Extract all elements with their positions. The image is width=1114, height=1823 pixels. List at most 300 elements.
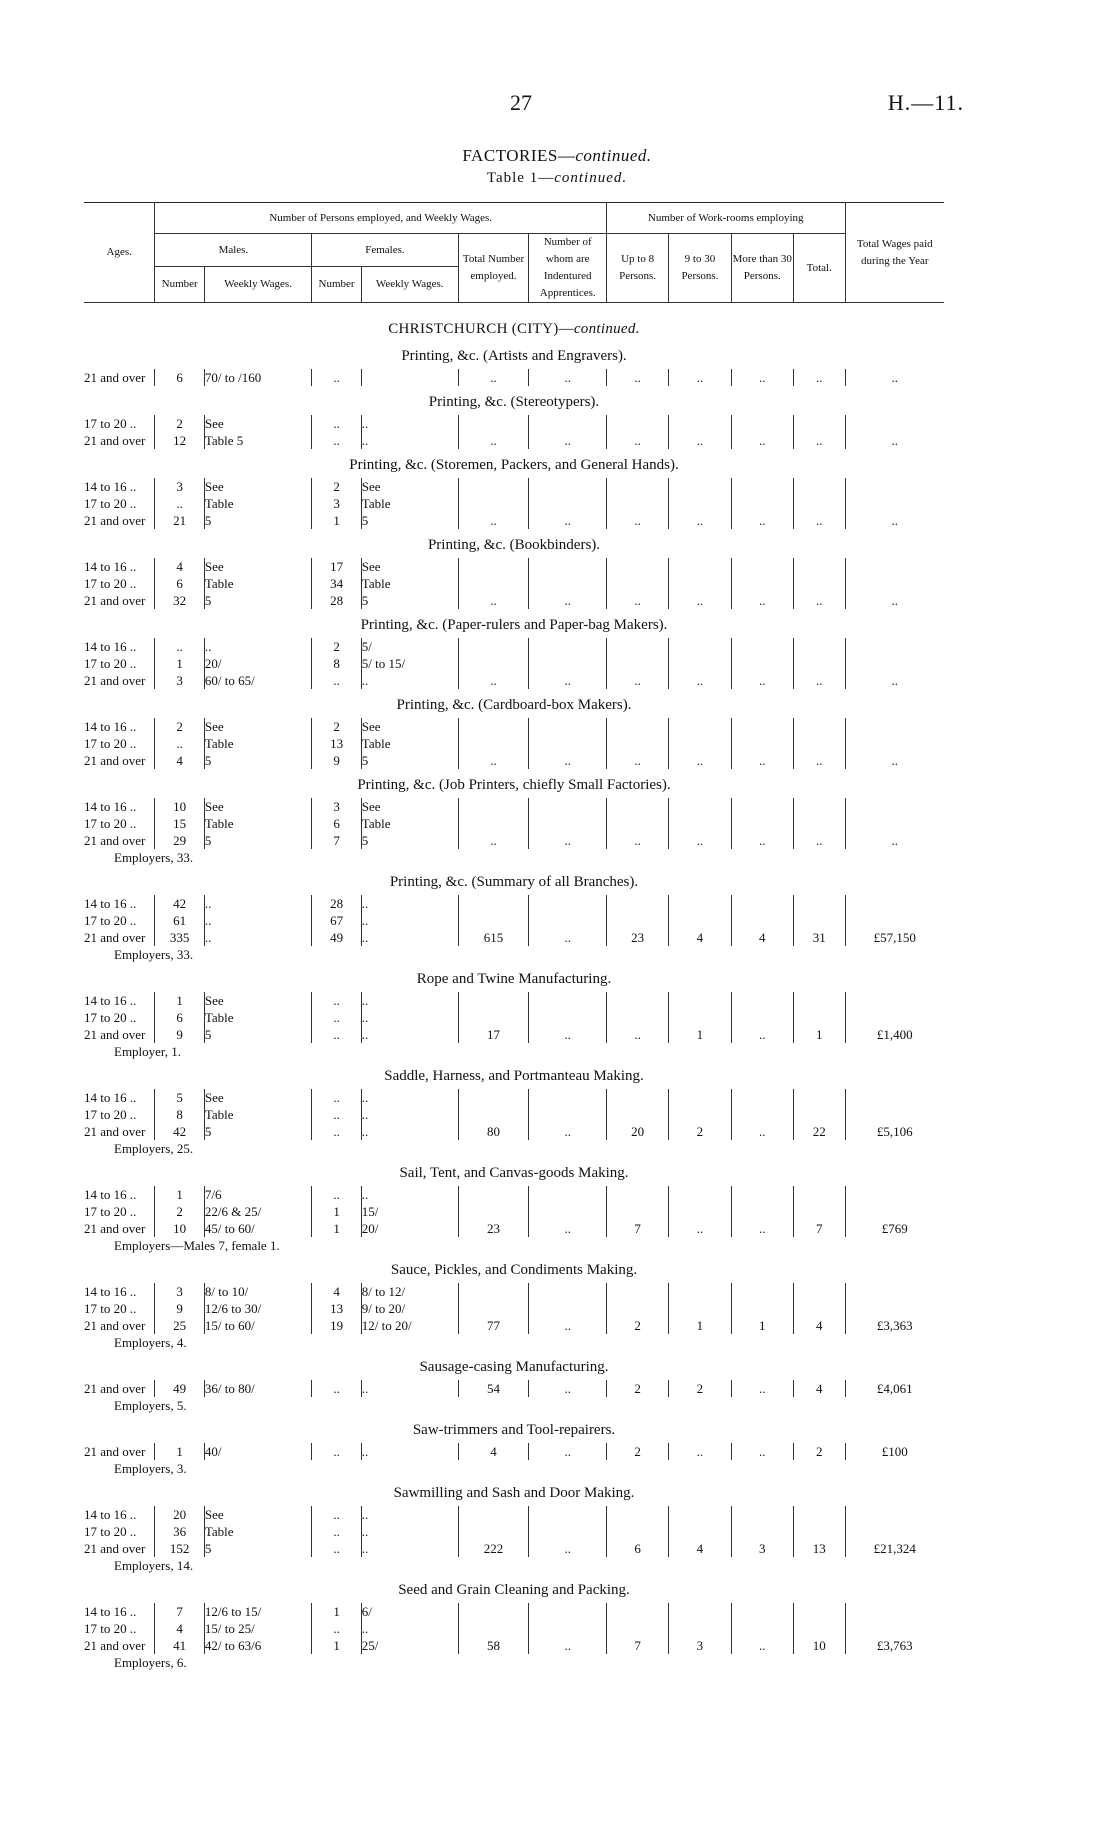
table-row — [84, 558, 944, 575]
males-wages-cell: 70/ to /160 — [204, 369, 311, 386]
up-to-8-cell — [606, 1203, 668, 1220]
males-wages-cell: Table — [204, 1009, 311, 1026]
city-continued: continued. — [573, 321, 640, 337]
table-row — [84, 735, 944, 752]
total-employed-cell — [458, 912, 529, 929]
total-employed-cell — [458, 1203, 529, 1220]
total-wages-cell — [845, 798, 944, 815]
apprentices-cell — [529, 912, 606, 929]
nine-to-30-cell — [669, 478, 731, 495]
apprentices-cell — [529, 1186, 606, 1203]
males-number-cell: 42 — [173, 896, 187, 911]
section-title: Printing, &c. (Paper-rulers and Paper-bag Makers). — [360, 617, 668, 633]
total-wages-cell: £57,150 — [845, 929, 944, 946]
workrooms-total-cell — [793, 718, 845, 735]
nine-to-30-cell — [669, 718, 731, 735]
more-than-30-cell — [731, 575, 793, 592]
apprentices-cell: .. — [529, 432, 606, 449]
total-wages-cell — [845, 495, 944, 512]
age-cell: 21 and over — [84, 592, 155, 609]
total-wages-cell — [845, 1523, 944, 1540]
employers-note: Employers, 4. — [114, 1335, 187, 1350]
employers-row — [84, 946, 944, 963]
total-wages-cell — [845, 1283, 944, 1300]
males-wages-cell: See — [204, 558, 311, 575]
females-number-cell: 1 — [312, 1637, 361, 1654]
total-wages-cell — [845, 1620, 944, 1637]
more-than-30-cell: .. — [731, 752, 793, 769]
females-wages-cell: .. — [361, 1089, 458, 1106]
apprentices-cell — [529, 798, 606, 815]
females-wages-cell: .. — [361, 1380, 458, 1397]
age-cell: 17 to 20 .. — [84, 1620, 155, 1637]
males-wages-cell: 7/6 — [204, 1186, 311, 1203]
up-to-8-cell: .. — [606, 672, 668, 689]
age-cell: 14 to 16 .. — [84, 1089, 155, 1106]
males-number-cell: 49 — [173, 1381, 187, 1396]
males-number-cell: 3 — [176, 1284, 183, 1299]
age-cell: 21 and over — [84, 672, 155, 689]
nine-to-30-cell: .. — [669, 512, 731, 529]
females-wages-cell: .. — [361, 1506, 458, 1523]
total-employed-cell — [458, 1603, 529, 1620]
males-number-cell: 1 — [176, 1444, 183, 1459]
total-employed-cell: 80 — [458, 1123, 529, 1140]
females-number-cell: 1 — [312, 512, 361, 529]
section-heading-row — [84, 386, 944, 415]
females-wages-cell: .. — [361, 1123, 458, 1140]
total-employed-cell — [458, 815, 529, 832]
males-number-cell: 20 — [173, 1507, 187, 1522]
more-than-30-cell: .. — [731, 432, 793, 449]
section-heading-row — [84, 1351, 944, 1380]
up-to-8-cell — [606, 1106, 668, 1123]
apprentices-cell — [529, 1283, 606, 1300]
age-cell: 17 to 20 .. — [84, 1523, 155, 1540]
age-cell: 17 to 20 .. — [84, 1300, 155, 1317]
total-wages-cell — [845, 478, 944, 495]
total-wages-cell: .. — [845, 672, 944, 689]
nine-to-30-cell — [669, 415, 731, 432]
table-row — [84, 1106, 944, 1123]
females-wages-cell: .. — [361, 432, 458, 449]
apprentices-cell: .. — [529, 1220, 606, 1237]
apprentices-cell: .. — [529, 369, 606, 386]
females-number-cell: .. — [312, 1123, 361, 1140]
apprentices-cell — [529, 478, 606, 495]
males-number-cell: 12 — [173, 433, 187, 448]
apprentices-cell: .. — [529, 1540, 606, 1557]
workrooms-total-cell: 10 — [793, 1637, 845, 1654]
section-heading-row — [84, 609, 944, 638]
section-title: Printing, &c. (Storemen, Packers, and General Hands). — [349, 457, 679, 473]
age-cell: 17 to 20 .. — [84, 815, 155, 832]
males-number-cell: 6 — [176, 1010, 183, 1025]
females-number-cell: 13 — [312, 1300, 361, 1317]
more-than-30-cell: .. — [731, 592, 793, 609]
females-wages-cell: 8/ to 12/ — [361, 1283, 458, 1300]
age-cell: 17 to 20 .. — [84, 495, 155, 512]
females-number-cell: 6 — [312, 815, 361, 832]
more-than-30-cell: .. — [731, 1220, 793, 1237]
table-row — [84, 369, 944, 386]
nine-to-30-cell: .. — [669, 752, 731, 769]
nine-to-30-cell — [669, 798, 731, 815]
males-wages-cell: 12/6 to 15/ — [204, 1603, 311, 1620]
total-wages-cell — [845, 735, 944, 752]
workrooms-total-cell: 4 — [793, 1380, 845, 1397]
section-title: Printing, &c. (Summary of all Branches). — [389, 874, 639, 890]
females-number-cell: .. — [312, 432, 361, 449]
workrooms-total-cell — [793, 912, 845, 929]
total-wages-cell: £5,106 — [845, 1123, 944, 1140]
nine-to-30-cell: .. — [669, 432, 731, 449]
total-wages-cell — [845, 655, 944, 672]
table-row — [84, 1283, 944, 1300]
table-row — [84, 1026, 944, 1043]
males-wages-cell: 5 — [204, 1026, 311, 1043]
age-cell: 21 and over — [84, 929, 155, 946]
females-number-cell: 1 — [312, 1220, 361, 1237]
employers-note: Employers—Males 7, female 1. — [114, 1238, 280, 1253]
table-row — [84, 1540, 944, 1557]
workrooms-total-cell — [793, 1186, 845, 1203]
nine-to-30-cell — [669, 1009, 731, 1026]
females-wages-cell: See — [361, 478, 458, 495]
males-wages-cell: 5 — [204, 752, 311, 769]
females-number-cell: 4 — [312, 1283, 361, 1300]
males-number-cell: 61 — [173, 913, 187, 928]
nine-to-30-cell — [669, 1523, 731, 1540]
more-than-30-cell — [731, 495, 793, 512]
section-heading-row — [84, 689, 944, 718]
up-to-8-cell: 2 — [606, 1443, 668, 1460]
males-number-cell: 41 — [173, 1638, 187, 1653]
females-wages-cell: 5/ to 15/ — [361, 655, 458, 672]
total-wages-cell — [845, 415, 944, 432]
table-row — [84, 672, 944, 689]
header-males: Males. — [155, 234, 312, 267]
up-to-8-cell — [606, 415, 668, 432]
males-number-cell: 4 — [176, 753, 183, 768]
males-number-cell: .. — [176, 639, 183, 654]
document-code: H.—11. — [887, 90, 964, 115]
table-row — [84, 592, 944, 609]
title-block — [0, 146, 1114, 187]
header-total-wages: Total Wages paid during the Year — [845, 203, 944, 303]
apprentices-cell: .. — [529, 752, 606, 769]
total-wages-cell: .. — [845, 369, 944, 386]
total-wages-cell — [845, 815, 944, 832]
workrooms-total-cell — [793, 1283, 845, 1300]
apprentices-cell — [529, 1203, 606, 1220]
section-title: Printing, &c. (Cardboard-box Makers). — [396, 697, 632, 713]
up-to-8-cell — [606, 478, 668, 495]
employers-note: Employers, 33. — [114, 850, 194, 865]
workrooms-total-cell: 4 — [793, 1317, 845, 1334]
total-wages-cell: £3,363 — [845, 1317, 944, 1334]
females-number-cell: 2 — [312, 638, 361, 655]
page-title-text: FACTORIES— — [462, 146, 576, 165]
females-wages-cell: .. — [361, 895, 458, 912]
females-number-cell: .. — [312, 672, 361, 689]
total-wages-cell — [845, 1203, 944, 1220]
males-number-cell: 32 — [173, 593, 187, 608]
total-employed-cell — [458, 415, 529, 432]
females-number-cell: .. — [312, 992, 361, 1009]
total-wages-cell — [845, 558, 944, 575]
age-cell: 14 to 16 .. — [84, 798, 155, 815]
more-than-30-cell: .. — [731, 369, 793, 386]
up-to-8-cell: .. — [606, 512, 668, 529]
table-row — [84, 1317, 944, 1334]
table-row — [84, 478, 944, 495]
more-than-30-cell — [731, 1089, 793, 1106]
apprentices-cell: .. — [529, 672, 606, 689]
more-than-30-cell: .. — [731, 512, 793, 529]
table-row — [84, 1009, 944, 1026]
males-number-cell: 10 — [173, 799, 187, 814]
nine-to-30-cell — [669, 558, 731, 575]
table-row — [84, 1123, 944, 1140]
females-number-cell: 2 — [312, 718, 361, 735]
females-number-cell: .. — [312, 1380, 361, 1397]
header-males-wages: Weekly Wages. — [204, 267, 311, 303]
header-females-wages: Weekly Wages. — [361, 267, 458, 303]
employers-row — [84, 1654, 944, 1671]
nine-to-30-cell — [669, 1106, 731, 1123]
table-row — [84, 1089, 944, 1106]
employers-row — [84, 1043, 944, 1060]
age-cell: 21 and over — [84, 1443, 155, 1460]
more-than-30-cell — [731, 1009, 793, 1026]
header-workrooms-group: Number of Work-rooms employing — [606, 203, 845, 234]
males-number-cell: 4 — [176, 1621, 183, 1636]
males-number-cell: 9 — [176, 1027, 183, 1042]
males-number-cell: 8 — [176, 1107, 183, 1122]
females-wages-cell: 5 — [361, 512, 458, 529]
females-wages-cell: .. — [361, 912, 458, 929]
up-to-8-cell: .. — [606, 432, 668, 449]
employers-row — [84, 1460, 944, 1477]
section-title: Saw-trimmers and Tool-repairers. — [412, 1422, 616, 1438]
males-number-cell: .. — [176, 736, 183, 751]
age-cell: 21 and over — [84, 1637, 155, 1654]
section-title: Sausage-casing Manufacturing. — [419, 1359, 609, 1375]
workrooms-total-cell — [793, 735, 845, 752]
females-wages-cell: .. — [361, 992, 458, 1009]
nine-to-30-cell: 2 — [669, 1380, 731, 1397]
table-row — [84, 718, 944, 735]
females-number-cell: .. — [312, 1186, 361, 1203]
workrooms-total-cell — [793, 815, 845, 832]
total-employed-cell — [458, 735, 529, 752]
header-more-than-30: More than 30 Persons. — [731, 234, 793, 303]
females-number-cell: .. — [312, 1620, 361, 1637]
males-wages-cell: 20/ — [204, 655, 311, 672]
total-wages-cell — [845, 1603, 944, 1620]
nine-to-30-cell — [669, 895, 731, 912]
more-than-30-cell — [731, 478, 793, 495]
up-to-8-cell — [606, 992, 668, 1009]
apprentices-cell — [529, 735, 606, 752]
males-wages-cell: 15/ to 25/ — [204, 1620, 311, 1637]
workrooms-total-cell: .. — [793, 512, 845, 529]
table-row — [84, 832, 944, 849]
table-row — [84, 638, 944, 655]
females-wages-cell: .. — [361, 1523, 458, 1540]
nine-to-30-cell — [669, 495, 731, 512]
males-wages-cell: 40/ — [204, 1443, 311, 1460]
header-total-employed: Total Number employed. — [458, 234, 529, 303]
total-employed-cell: .. — [458, 832, 529, 849]
workrooms-total-cell: .. — [793, 592, 845, 609]
workrooms-total-cell: .. — [793, 432, 845, 449]
section-heading-row — [84, 449, 944, 478]
total-wages-cell: £769 — [845, 1220, 944, 1237]
males-wages-cell: 5 — [204, 832, 311, 849]
males-wages-cell: Table 5 — [204, 432, 311, 449]
nine-to-30-cell — [669, 655, 731, 672]
females-wages-cell: See — [361, 558, 458, 575]
section-title: Printing, &c. (Job Printers, chiefly Small Factories). — [357, 777, 671, 793]
table-row — [84, 512, 944, 529]
table-row — [84, 1637, 944, 1654]
workrooms-total-cell: .. — [793, 832, 845, 849]
total-employed-cell: .. — [458, 672, 529, 689]
employers-note: Employers, 14. — [114, 1558, 194, 1573]
more-than-30-cell — [731, 1523, 793, 1540]
total-employed-cell — [458, 655, 529, 672]
females-wages-cell: 12/ to 20/ — [361, 1317, 458, 1334]
workrooms-total-cell: .. — [793, 752, 845, 769]
more-than-30-cell: 3 — [731, 1540, 793, 1557]
total-employed-cell — [458, 1283, 529, 1300]
nine-to-30-cell: .. — [669, 369, 731, 386]
males-number-cell: 36 — [173, 1524, 187, 1539]
males-wages-cell: See — [204, 1089, 311, 1106]
total-employed-cell — [458, 638, 529, 655]
workrooms-total-cell — [793, 1523, 845, 1540]
females-number-cell: .. — [312, 1106, 361, 1123]
males-number-cell: 10 — [173, 1221, 187, 1236]
females-wages-cell: 5 — [361, 592, 458, 609]
up-to-8-cell — [606, 735, 668, 752]
age-cell: 17 to 20 .. — [84, 735, 155, 752]
more-than-30-cell — [731, 1203, 793, 1220]
table-row — [84, 1506, 944, 1523]
up-to-8-cell: 7 — [606, 1220, 668, 1237]
up-to-8-cell: 2 — [606, 1380, 668, 1397]
workrooms-total-cell — [793, 655, 845, 672]
workrooms-total-cell: 22 — [793, 1123, 845, 1140]
more-than-30-cell: .. — [731, 1637, 793, 1654]
age-cell: 21 and over — [84, 832, 155, 849]
section-heading-row — [84, 1254, 944, 1283]
more-than-30-cell — [731, 815, 793, 832]
section-title: Printing, &c. (Stereotypers). — [428, 394, 600, 410]
table-title — [0, 170, 1114, 187]
males-wages-cell: 45/ to 60/ — [204, 1220, 311, 1237]
males-wages-cell: 5 — [204, 1540, 311, 1557]
nine-to-30-cell — [669, 1283, 731, 1300]
females-number-cell: .. — [312, 1089, 361, 1106]
total-wages-cell — [845, 638, 944, 655]
apprentices-cell — [529, 1506, 606, 1523]
males-wages-cell: See — [204, 1506, 311, 1523]
total-employed-cell — [458, 798, 529, 815]
total-employed-cell — [458, 495, 529, 512]
females-wages-cell: 9/ to 20/ — [361, 1300, 458, 1317]
workrooms-total-cell — [793, 992, 845, 1009]
factories-table — [84, 202, 944, 1671]
total-wages-cell: £100 — [845, 1443, 944, 1460]
employers-row — [84, 1557, 944, 1574]
workrooms-total-cell: 1 — [793, 1026, 845, 1043]
females-wages-cell: .. — [361, 1106, 458, 1123]
header-females-number: Number — [312, 267, 361, 303]
age-cell: 21 and over — [84, 369, 155, 386]
females-wages-cell: See — [361, 798, 458, 815]
total-employed-cell: .. — [458, 512, 529, 529]
total-employed-cell — [458, 1186, 529, 1203]
table-row — [84, 1186, 944, 1203]
males-wages-cell: See — [204, 718, 311, 735]
total-wages-cell — [845, 1506, 944, 1523]
females-wages-cell: Table — [361, 815, 458, 832]
total-employed-cell: 4 — [458, 1443, 529, 1460]
up-to-8-cell — [606, 1300, 668, 1317]
females-number-cell: .. — [312, 1443, 361, 1460]
apprentices-cell — [529, 1523, 606, 1540]
apprentices-cell — [529, 495, 606, 512]
section-title: Sail, Tent, and Canvas-goods Making. — [399, 1165, 629, 1181]
up-to-8-cell — [606, 912, 668, 929]
workrooms-total-cell — [793, 895, 845, 912]
more-than-30-cell — [731, 415, 793, 432]
females-number-cell: .. — [312, 1523, 361, 1540]
table-title-text: Table 1— — [486, 170, 555, 186]
more-than-30-cell — [731, 1186, 793, 1203]
total-employed-cell — [458, 992, 529, 1009]
workrooms-total-cell — [793, 1300, 845, 1317]
age-cell: 14 to 16 .. — [84, 558, 155, 575]
header-apprentices: Number of whom are Indentured Apprentices. — [529, 234, 606, 303]
header-males-number: Number — [155, 267, 204, 303]
nine-to-30-cell: 3 — [669, 1637, 731, 1654]
total-wages-cell: .. — [845, 592, 944, 609]
up-to-8-cell — [606, 638, 668, 655]
age-cell: 17 to 20 .. — [84, 912, 155, 929]
workrooms-total-cell — [793, 478, 845, 495]
nine-to-30-cell: .. — [669, 592, 731, 609]
females-number-cell: 13 — [312, 735, 361, 752]
females-wages-cell: .. — [361, 1443, 458, 1460]
males-wages-cell: 60/ to 65/ — [204, 672, 311, 689]
apprentices-cell: .. — [529, 1026, 606, 1043]
more-than-30-cell — [731, 1620, 793, 1637]
up-to-8-cell — [606, 1283, 668, 1300]
apprentices-cell — [529, 1300, 606, 1317]
section-heading-row — [84, 963, 944, 992]
workrooms-total-cell — [793, 558, 845, 575]
total-wages-cell: £1,400 — [845, 1026, 944, 1043]
more-than-30-cell — [731, 798, 793, 815]
age-cell: 21 and over — [84, 1540, 155, 1557]
males-number-cell: 3 — [176, 479, 183, 494]
workrooms-total-cell — [793, 415, 845, 432]
nine-to-30-cell — [669, 912, 731, 929]
